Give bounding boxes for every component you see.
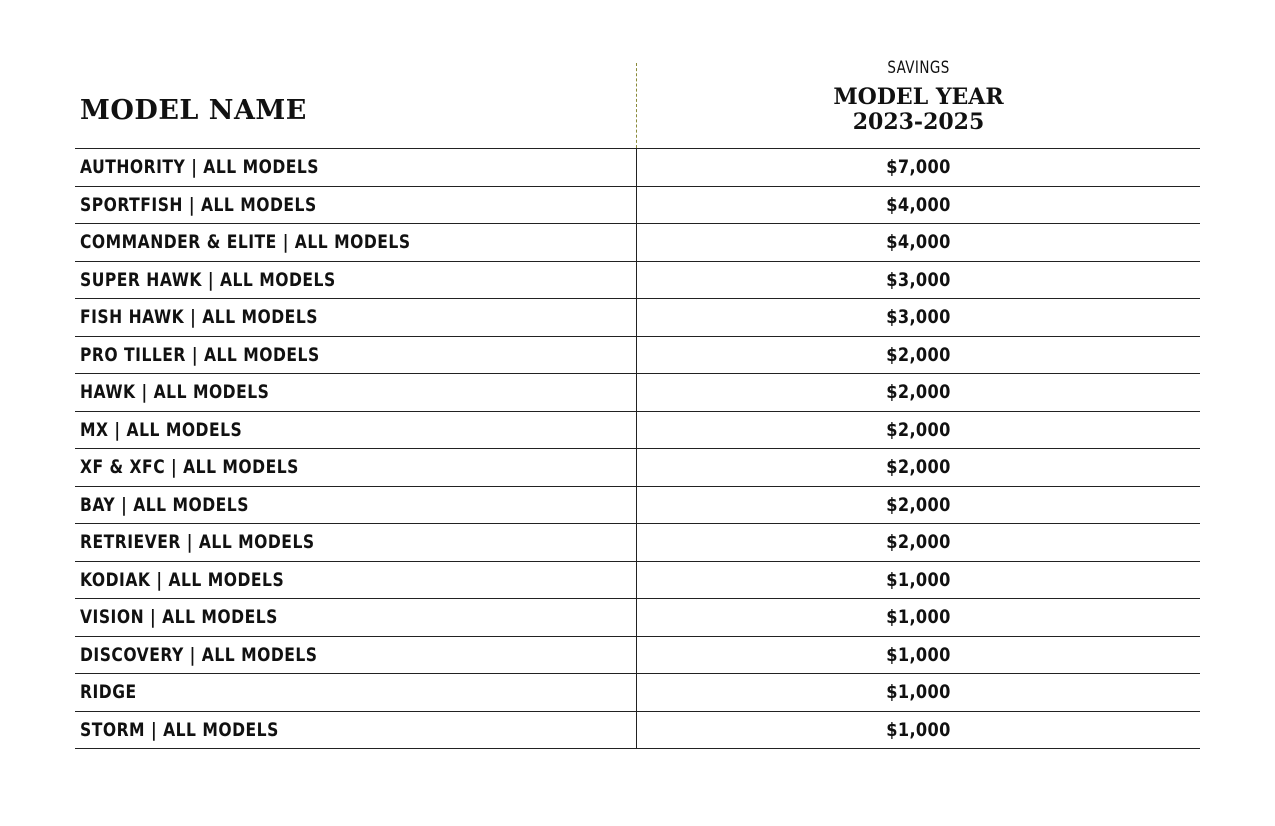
- column-divider: [636, 262, 637, 299]
- model-name-cell: STORM | ALL MODELS: [80, 718, 279, 741]
- savings-cell: $2,000: [886, 418, 951, 441]
- column-divider: [636, 712, 637, 749]
- savings-cell: $1,000: [886, 643, 951, 666]
- model-name-cell: VISION | ALL MODELS: [80, 606, 278, 629]
- table-row: [75, 674, 1200, 712]
- column-divider: [636, 299, 637, 336]
- model-name-cell: PRO TILLER | ALL MODELS: [80, 343, 320, 366]
- model-name-cell: RETRIEVER | ALL MODELS: [80, 531, 315, 554]
- savings-cell: $1,000: [886, 718, 951, 741]
- model-year-line: MODEL YEAR: [833, 84, 1004, 110]
- table-row: [75, 224, 1200, 262]
- savings-cell: $2,000: [886, 343, 951, 366]
- table-row: [75, 562, 1200, 600]
- model-name-heading: MODEL NAME: [80, 94, 307, 126]
- model-name-cell: SUPER HAWK | ALL MODELS: [80, 268, 336, 291]
- savings-cell: $2,000: [886, 493, 951, 516]
- savings-cell: $7,000: [886, 156, 951, 179]
- table-row: [75, 524, 1200, 562]
- model-name-cell: KODIAK | ALL MODELS: [80, 568, 285, 591]
- savings-cell: $1,000: [886, 681, 951, 704]
- column-divider: [636, 224, 637, 261]
- table-row: [75, 712, 1200, 750]
- savings-cell: $4,000: [886, 193, 951, 216]
- table-header: [75, 60, 1200, 149]
- table-row: [75, 637, 1200, 675]
- table-row: [75, 449, 1200, 487]
- table-body: [75, 149, 1200, 749]
- model-name-cell: COMMANDER & ELITE | ALL MODELS: [80, 231, 411, 254]
- table-row: [75, 412, 1200, 450]
- model-name-cell: XF & XFC | ALL MODELS: [80, 456, 299, 479]
- model-name-cell: BAY | ALL MODELS: [80, 493, 249, 516]
- column-divider: [636, 599, 637, 636]
- column-divider: [636, 412, 637, 449]
- savings-table: [75, 60, 1200, 749]
- table-row: [75, 599, 1200, 637]
- table-row: [75, 487, 1200, 525]
- savings-heading: SAVINGS: [887, 58, 950, 78]
- table-row: [75, 149, 1200, 187]
- savings-cell: $2,000: [886, 381, 951, 404]
- savings-cell: $1,000: [886, 606, 951, 629]
- table-row: [75, 262, 1200, 300]
- column-divider: [636, 374, 637, 411]
- model-name-cell: RIDGE: [80, 681, 137, 704]
- savings-cell: $1,000: [886, 568, 951, 591]
- column-divider: [636, 337, 637, 374]
- column-divider: [636, 449, 637, 486]
- column-divider: [636, 674, 637, 711]
- model-name-cell: FISH HAWK | ALL MODELS: [80, 306, 318, 329]
- column-divider: [636, 524, 637, 561]
- column-divider: [636, 187, 637, 224]
- savings-cell: $3,000: [886, 268, 951, 291]
- model-year-heading: [637, 85, 1200, 135]
- column-divider: [636, 562, 637, 599]
- savings-header-cell: [637, 60, 1200, 135]
- model-name-cell: HAWK | ALL MODELS: [80, 381, 270, 404]
- model-name-cell: MX | ALL MODELS: [80, 418, 243, 441]
- model-year-range: 2023-2025: [852, 109, 985, 135]
- column-divider: [636, 487, 637, 524]
- savings-cell: $2,000: [886, 531, 951, 554]
- savings-cell: $3,000: [886, 306, 951, 329]
- model-name-header-cell: [80, 60, 630, 148]
- savings-cell: $2,000: [886, 456, 951, 479]
- column-divider: [636, 149, 637, 186]
- model-name-cell: AUTHORITY | ALL MODELS: [80, 156, 320, 179]
- table-row: [75, 187, 1200, 225]
- table-row: [75, 337, 1200, 375]
- savings-cell: $4,000: [886, 231, 951, 254]
- model-name-cell: SPORTFISH | ALL MODELS: [80, 193, 317, 216]
- table-row: [75, 374, 1200, 412]
- model-name-cell: DISCOVERY | ALL MODELS: [80, 643, 318, 666]
- table-row: [75, 299, 1200, 337]
- column-divider: [636, 637, 637, 674]
